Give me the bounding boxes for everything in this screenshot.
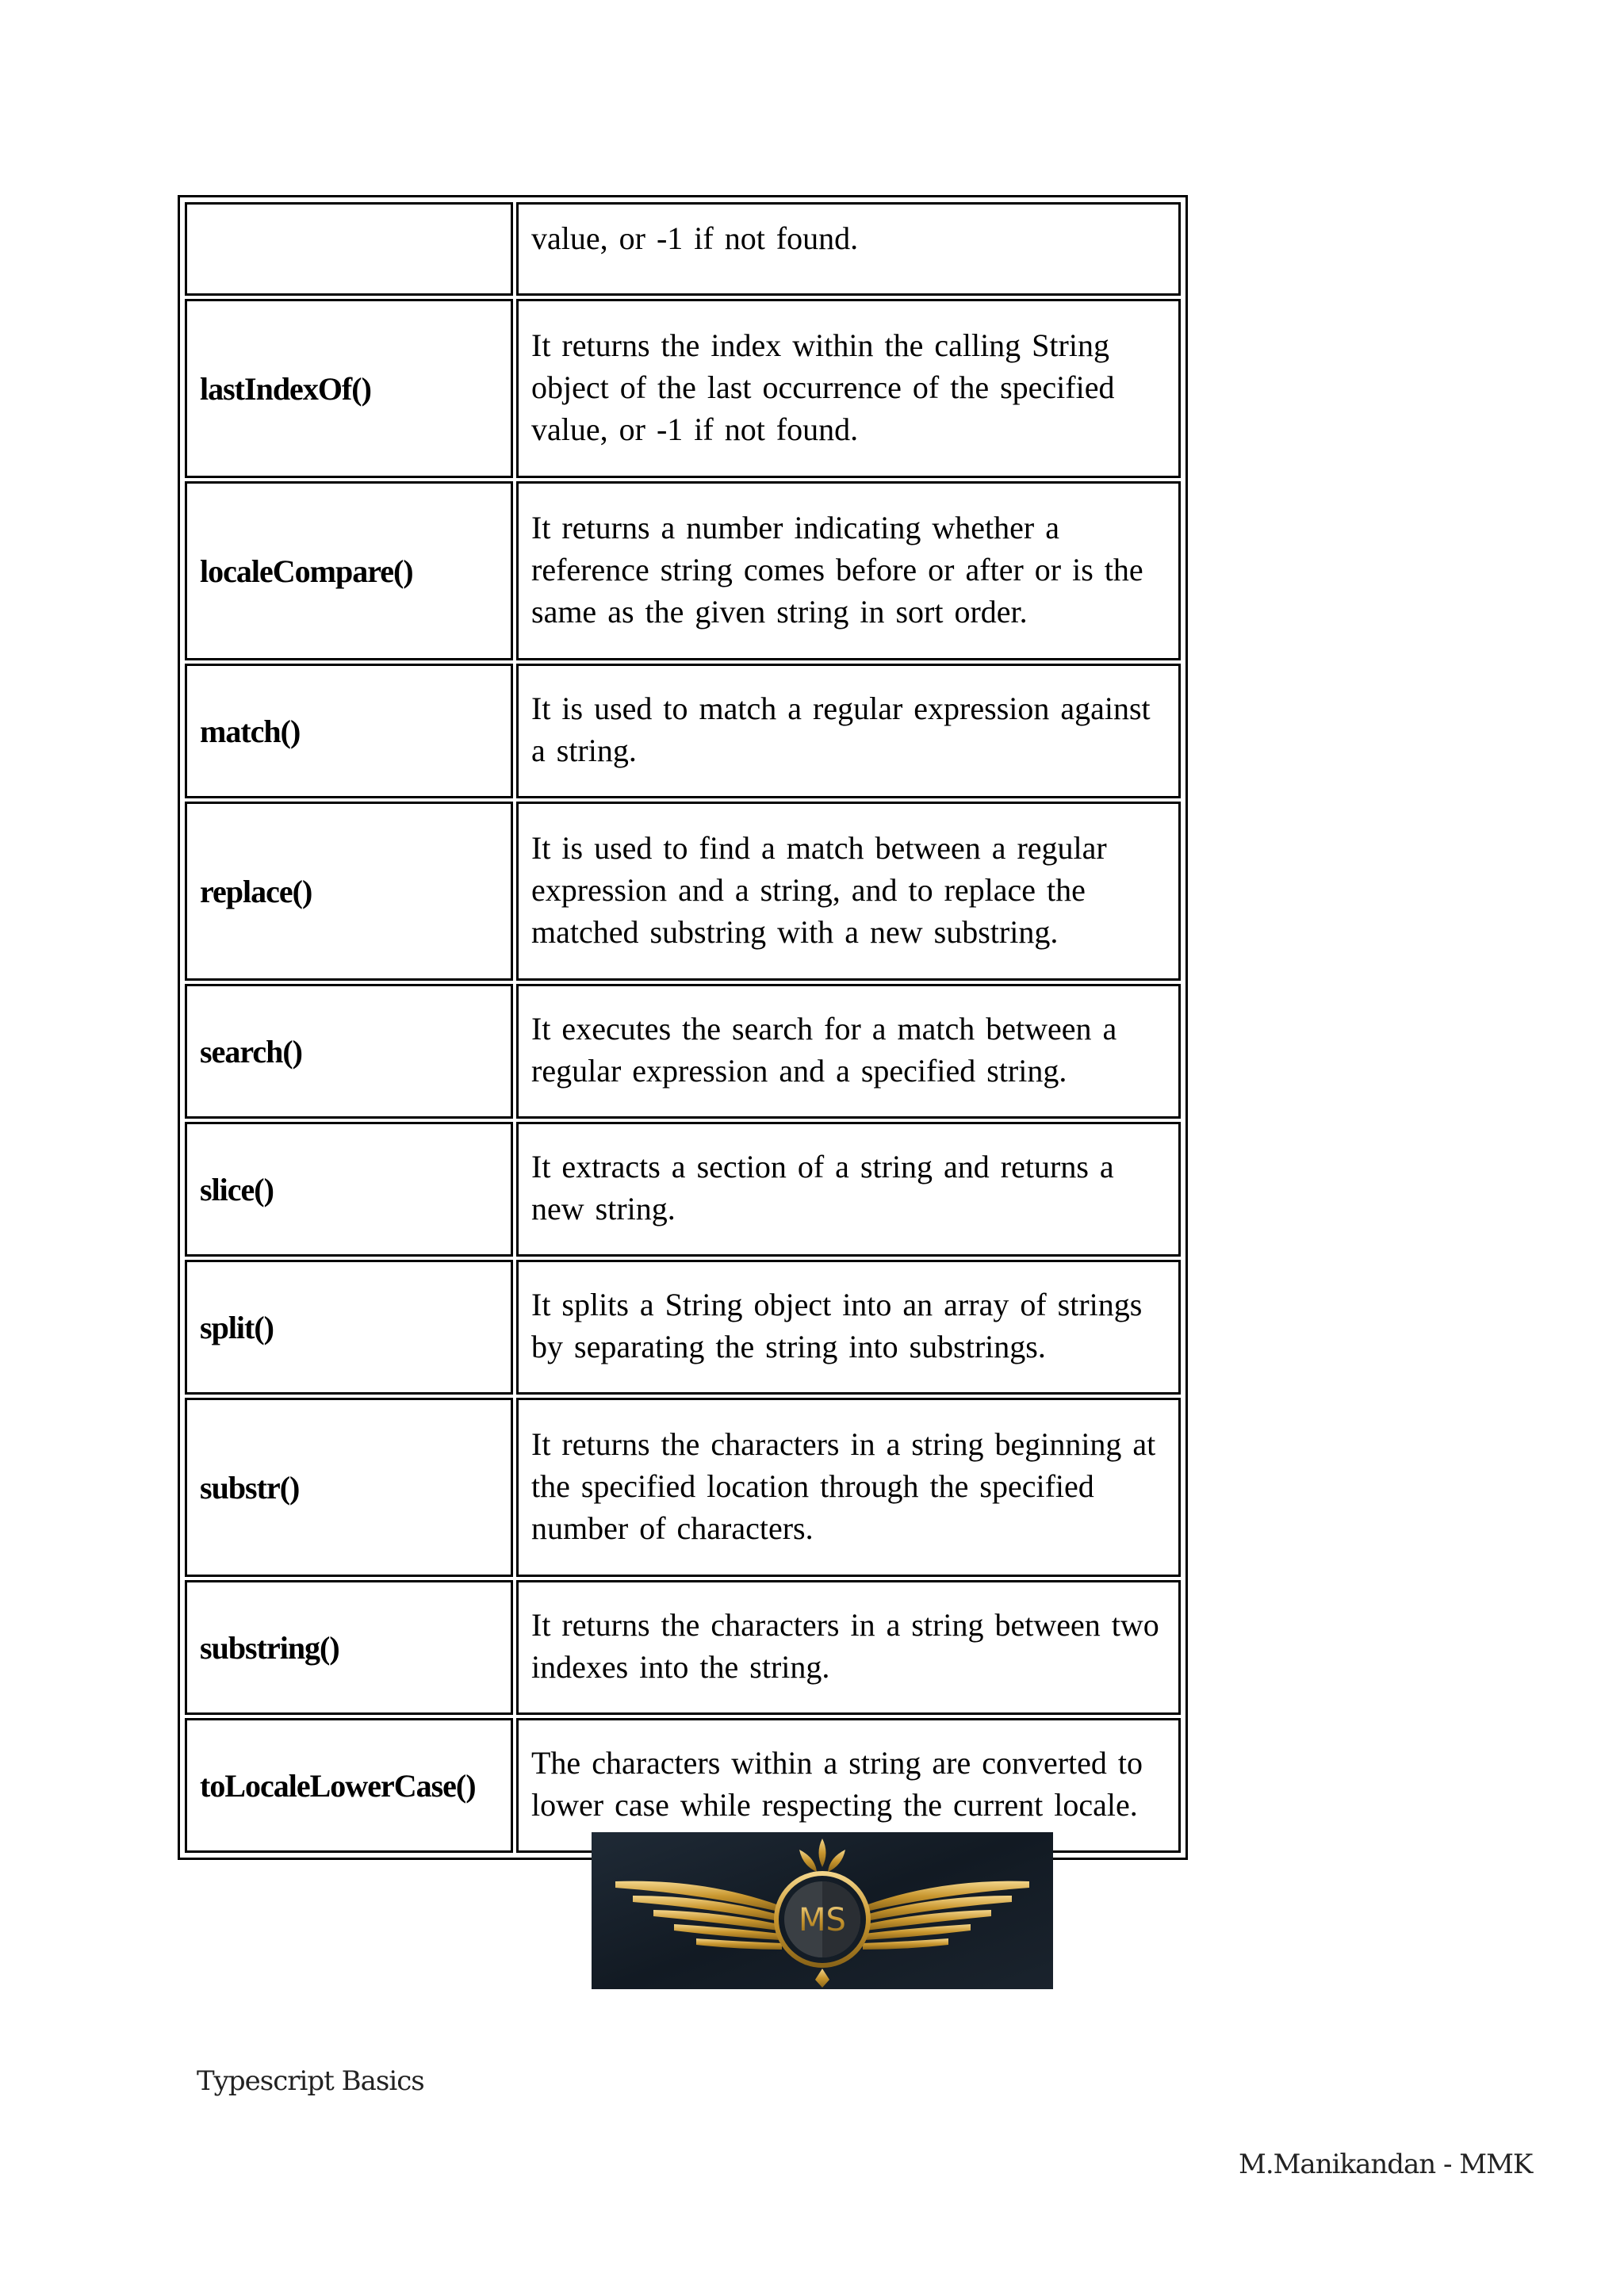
table-row — [185, 1260, 1181, 1395]
method-name-cell: toLocaleLowerCase() — [185, 1718, 513, 1853]
table-row — [185, 481, 1181, 660]
methods-table-frame — [178, 195, 1188, 1860]
method-description-cell: It returns a number indicating whether a reference string comes before or after or is the same as the given string in sort order. — [516, 481, 1181, 660]
method-description-cell: It returns the characters in a string beginning at the specified location through the specified number of characters. — [516, 1398, 1181, 1577]
table-row — [185, 299, 1181, 478]
method-name-cell: lastIndexOf() — [185, 299, 513, 478]
method-description-cell: It is used to match a regular expression against a string. — [516, 664, 1181, 798]
winged-emblem-icon — [592, 1832, 1053, 1989]
string-methods-table — [182, 199, 1184, 1856]
method-description-cell: It executes the search for a match between a regular expression and a specified string. — [516, 984, 1181, 1119]
ms-logo — [592, 1832, 1053, 1989]
method-name-cell: replace() — [185, 802, 513, 981]
footer-document-title: Typescript Basics — [197, 2065, 424, 2097]
logo-text: MS — [799, 1902, 846, 1938]
method-description-cell: value, or -1 if not found. — [516, 202, 1181, 296]
method-name-cell: substring() — [185, 1580, 513, 1715]
method-description-cell: It is used to find a match between a regular expression and a string, and to replace the matched substring with a new substring. — [516, 802, 1181, 981]
table-row — [185, 664, 1181, 798]
method-description-cell: It returns the index within the calling String object of the last occurrence of the specified value, or -1 if not found. — [516, 299, 1181, 478]
method-description-cell: It returns the characters in a string between two indexes into the string. — [516, 1580, 1181, 1715]
method-name-cell: match() — [185, 664, 513, 798]
method-name-cell: split() — [185, 1260, 513, 1395]
table-row — [185, 1580, 1181, 1715]
table-row — [185, 802, 1181, 981]
table-row — [185, 1398, 1181, 1577]
table-row — [185, 202, 1181, 296]
method-name-cell: search() — [185, 984, 513, 1119]
method-description-cell: The characters within a string are converted to lower case while respecting the current locale. — [516, 1718, 1181, 1853]
method-name-cell — [185, 202, 513, 296]
table-row — [185, 1122, 1181, 1257]
method-name-cell: slice() — [185, 1122, 513, 1257]
method-description-cell: It extracts a section of a string and returns a new string. — [516, 1122, 1181, 1257]
method-name-cell: substr() — [185, 1398, 513, 1577]
method-description-cell: It splits a String object into an array of strings by separating the string into substrings. — [516, 1260, 1181, 1395]
method-name-cell: localeCompare() — [185, 481, 513, 660]
table-row — [185, 984, 1181, 1119]
footer-author: M.Manikandan - MMK — [1239, 2149, 1533, 2180]
